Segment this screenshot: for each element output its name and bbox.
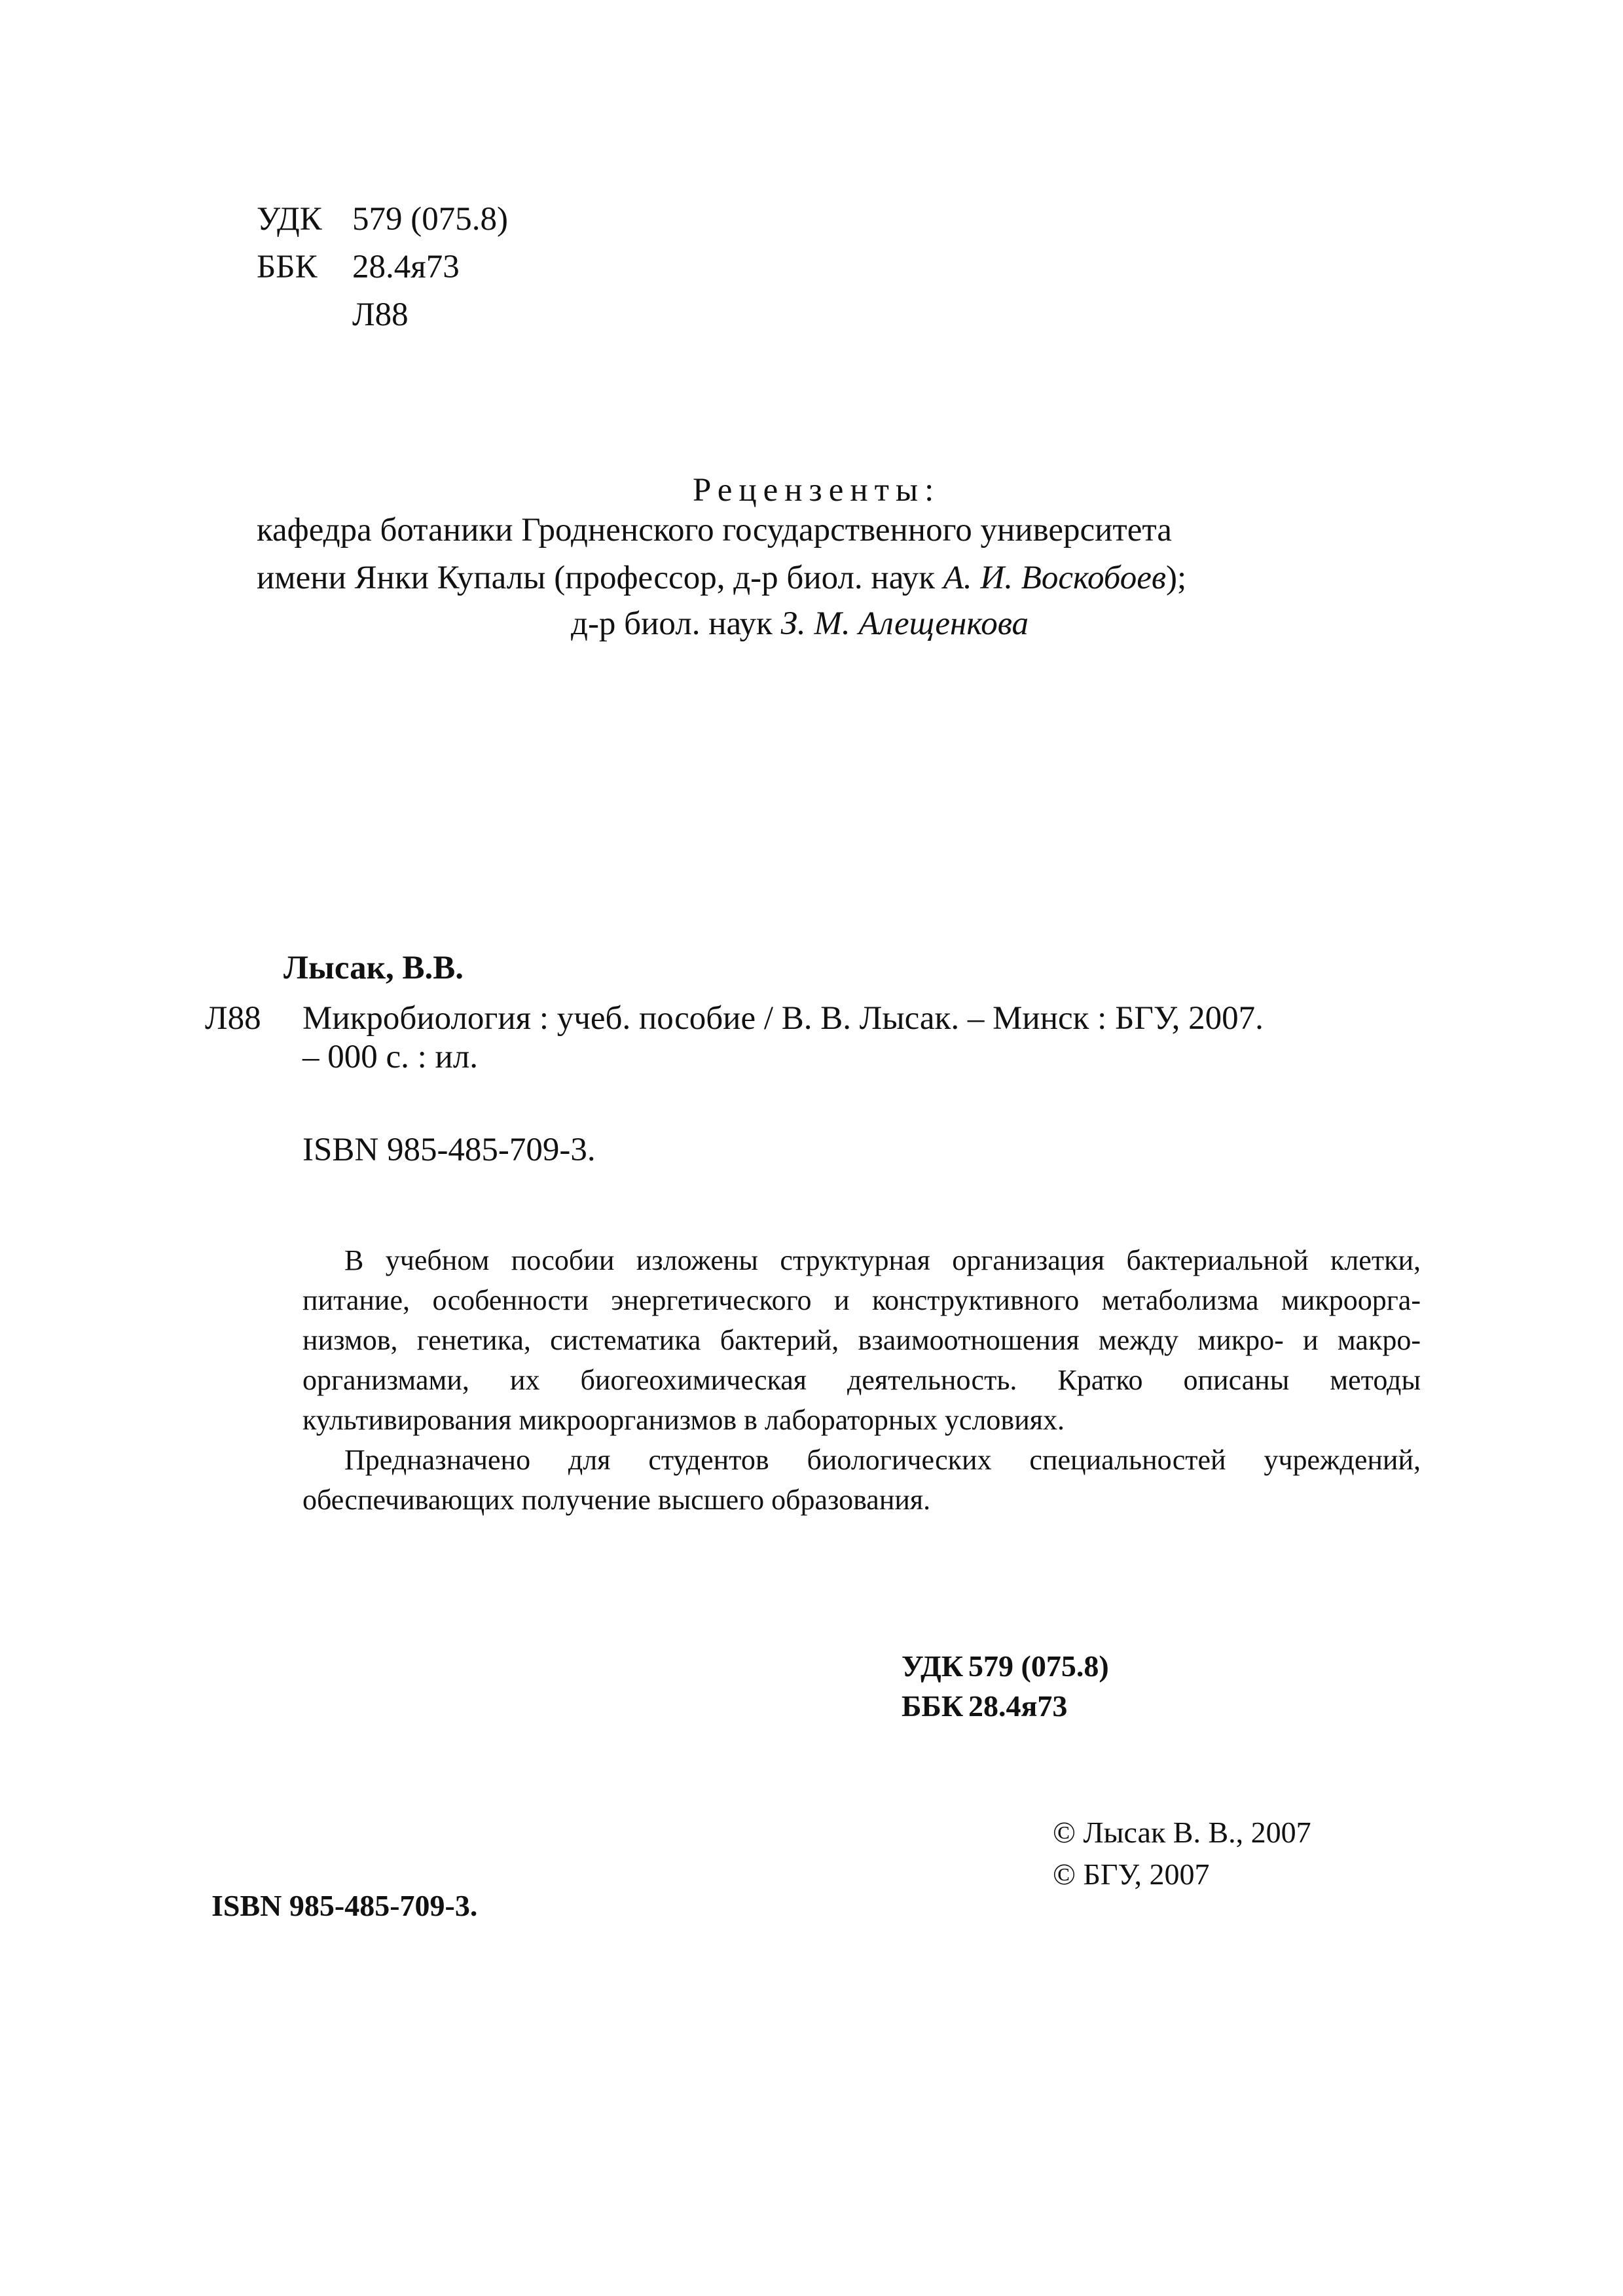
copyright-publisher: © БГУ, 2007 <box>1053 1857 1210 1891</box>
udk-value: 579 (075.8) <box>352 201 508 238</box>
author-heading: Лысак, В.В. <box>283 950 464 986</box>
isbn-bottom: ISBN 985-485-709-3. <box>211 1889 478 1922</box>
reviewers-heading: Рецензенты: <box>693 472 941 509</box>
reviewers-line-2 <box>257 555 1186 601</box>
udk-label-bottom: УДК <box>902 1649 964 1683</box>
reviewers-line-3 <box>571 601 1029 647</box>
isbn-record: ISBN 985-485-709-3. <box>302 1132 596 1168</box>
bbk-value: 28.4я73 <box>352 249 460 285</box>
annotation <box>302 1240 1421 1520</box>
annotation-paragraph-2: Предназначено для студентов биологических специальностей учреждений, обеспечивающих получение высшего образования. <box>302 1444 1421 1516</box>
author-sign: Л88 <box>352 296 409 333</box>
copyright-author: © Лысак В. В., 2007 <box>1053 1816 1311 1849</box>
bibliographic-description: Микробиология : учеб. пособие / В. В. Лысак. – Минск : БГУ, 2007. <box>302 1000 1264 1037</box>
bbk-value-bottom: 28.4я73 <box>968 1689 1068 1723</box>
bbk-label: ББК <box>257 249 318 285</box>
udk-label: УДК <box>257 201 322 238</box>
udk-value-bottom: 579 (075.8) <box>968 1649 1109 1683</box>
bbk-label-bottom: ББК <box>902 1689 964 1723</box>
pages-info: – 000 с. : ил. <box>302 1039 479 1075</box>
reviewers-line-3-prefix: д-р биол. наук <box>571 605 781 642</box>
reviewer-name-1: А. И. Воскобоев <box>943 560 1167 596</box>
reviewers-line-1: кафедра ботаники Гродненского государственного университета <box>257 512 1172 548</box>
annotation-paragraph-1: В учебном пособии изложены структурная организация бактериальной клетки, питание, особенности энергетического и конструктивного метаболизма микроорга-низмов, генетика, систематика бактерий, взаимоотношения между микро- и макро-организмами, их биогеохимическая деятельность. Кратко описаны методы культивирования микроорганизмов в лабораторных условиях. <box>302 1244 1421 1436</box>
reviewers-line-2-prefix: имени Янки Купалы (профессор, д-р биол. наук <box>257 560 943 596</box>
reviewers-line-2-suffix: ); <box>1166 560 1187 596</box>
reviewer-name-2: З. М. Алещенкова <box>780 605 1029 642</box>
library-code: Л88 <box>205 1000 261 1037</box>
